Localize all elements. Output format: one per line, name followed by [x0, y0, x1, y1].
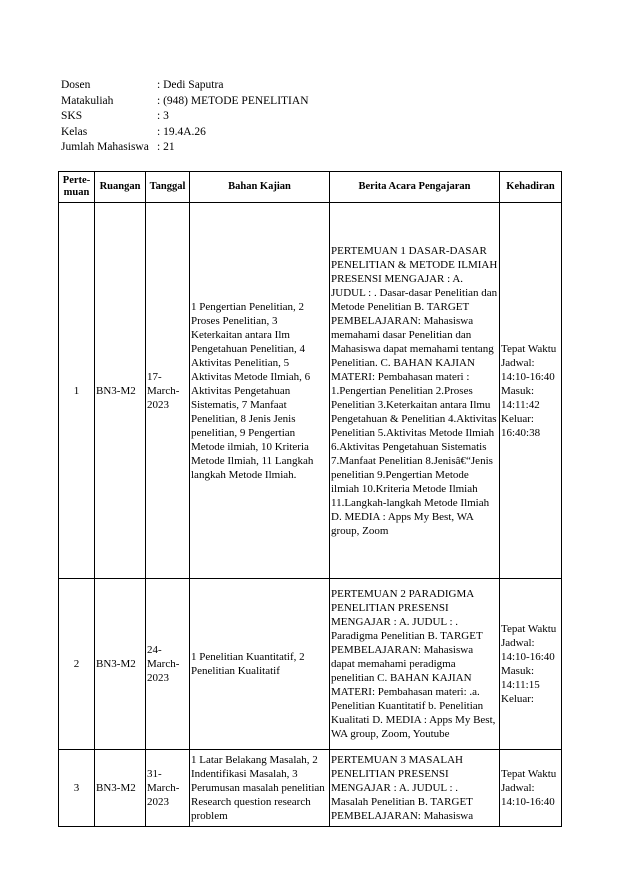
cell-pertemuan: 3: [59, 750, 95, 827]
cell-ruangan: BN3-M2: [95, 750, 146, 827]
cell-bahan-kajian: 1 Latar Belakang Masalah, 2 Indentifikasi Masalah, 3 Perumusan masalah penelitian Research question research problem: [190, 750, 330, 827]
cell-berita-acara: PERTEMUAN 2 PARADIGMA PENELITIAN PRESENSI MENGAJAR : A. JUDUL : . Paradigma Penelitian B. TARGET PEMBELAJARAN: Mahasiswa dapat memahami peradigma penelitian C. BAHAN KAJIAN MATERI: Pembahasan materi: .a. Penelitian Kuantitatif b. Penelitian Kualitati D. MEDIA : Apps My Best, WA group, Zoom, Youtube: [330, 579, 500, 750]
cell-kehadiran: Tepat Waktu Jadwal: 14:10-16:40: [500, 750, 562, 827]
sks-row: [61, 109, 309, 125]
table-row: [59, 579, 562, 750]
cell-bahan-kajian: 1 Pengertian Penelitian, 2 Proses Penelitian, 3 Keterkaitan antara Ilm Pengetahuan Penelitian, 4 Aktivitas Penelitian, 5 Aktivitas Metode Ilmiah, 6 Aktivitas Pengetahuan Sistematis, 7 Manfaat Penelitian, 8 Jenis Jenis penelitian, 9 Pengertian Metode ilmiah, 10 Kriteria Metode Ilmiah, 11 Langkah langkah Metode Ilmiah.: [190, 203, 330, 579]
cell-berita-acara: PERTEMUAN 1 DASAR-DASAR PENELITIAN & METODE ILMIAH PRESENSI MENGAJAR : A. JUDUL : . Dasar-dasar Penelitian dan Metode Penelitian B. TARGET PEMBELAJARAN: Mahasiswa memahami dasar Penelitian dan Mahasiswa dapat memahami tentang Penelitian. C. BAHAN KAJIAN MATERI: Pembahasan materi : 1.Pengertian Penelitian 2.Proses Penelitian 3.Keterkaitan antara Ilmu Pengetahuan & Penelitian 4.Aktivitas Penelitian 5.Aktivitas Metode Ilmiah 6.Aktivitas Pengetahuan Sistematis 7.Manfaat Penelitian 8.Jenisâ€“Jenis penelitian 9.Pengertian Metode ilmiah 10.Kriteria Metode Ilmiah 11.Langkah-langkah Metode Ilmiah D. MEDIA : Apps My Best, WA group, Zoom: [330, 203, 500, 579]
matakuliah-value: : (948) METODE PENELITIAN: [157, 94, 309, 107]
matakuliah-label: Matakuliah: [61, 94, 114, 107]
cell-kehadiran: Tepat Waktu Jadwal: 14:10-16:40 Masuk: 14:11:42 Keluar: 16:40:38: [500, 203, 562, 579]
cell-kehadiran: Tepat Waktu Jadwal: 14:10-16:40 Masuk: 14:11:15 Keluar:: [500, 579, 562, 750]
cell-ruangan: BN3-M2: [95, 203, 146, 579]
cell-bahan-kajian: 1 Penelitian Kuantitatif, 2 Penelitian Kualitatif: [190, 579, 330, 750]
dosen-row: [61, 78, 309, 94]
header-bahan-kajian: Bahan Kajian: [190, 172, 330, 203]
header-ruangan: Ruangan: [95, 172, 146, 203]
cell-tanggal: 31-March-2023: [146, 750, 190, 827]
kelas-value: : 19.4A.26: [157, 125, 206, 138]
cell-tanggal: 24-March-2023: [146, 579, 190, 750]
table-row: [59, 203, 562, 579]
jumlah-value: : 21: [157, 141, 175, 154]
jumlah-row: [61, 140, 309, 156]
dosen-label: Dosen: [61, 79, 91, 91]
kelas-row: [61, 125, 309, 141]
course-info: [61, 78, 309, 156]
cell-tanggal: 17-March-2023: [146, 203, 190, 579]
table-header-row: [59, 172, 562, 203]
header-tanggal: Tanggal: [146, 172, 190, 203]
jumlah-label: Jumlah Mahasiswa: [61, 141, 149, 154]
matakuliah-row: [61, 94, 309, 110]
cell-berita-acara: PERTEMUAN 3 MASALAH PENELITIAN PRESENSI MENGAJAR : A. JUDUL : . Masalah Penelitian B. TARGET PEMBELAJARAN: Mahasiswa: [330, 750, 500, 827]
cell-pertemuan: 2: [59, 579, 95, 750]
cell-pertemuan: 1: [59, 203, 95, 579]
table-row: [59, 750, 562, 827]
attendance-table: [58, 171, 562, 827]
sks-value: : 3: [157, 110, 169, 123]
kelas-label: Kelas: [61, 125, 88, 138]
header-kehadiran: Kehadiran: [500, 172, 562, 203]
cell-ruangan: BN3-M2: [95, 579, 146, 750]
dosen-value: : Dedi Saputra: [157, 79, 224, 91]
sks-label: SKS: [61, 110, 83, 123]
header-berita-acara: Berita Acara Pengajaran: [330, 172, 500, 203]
header-pertemuan: Perte-muan: [59, 172, 95, 203]
